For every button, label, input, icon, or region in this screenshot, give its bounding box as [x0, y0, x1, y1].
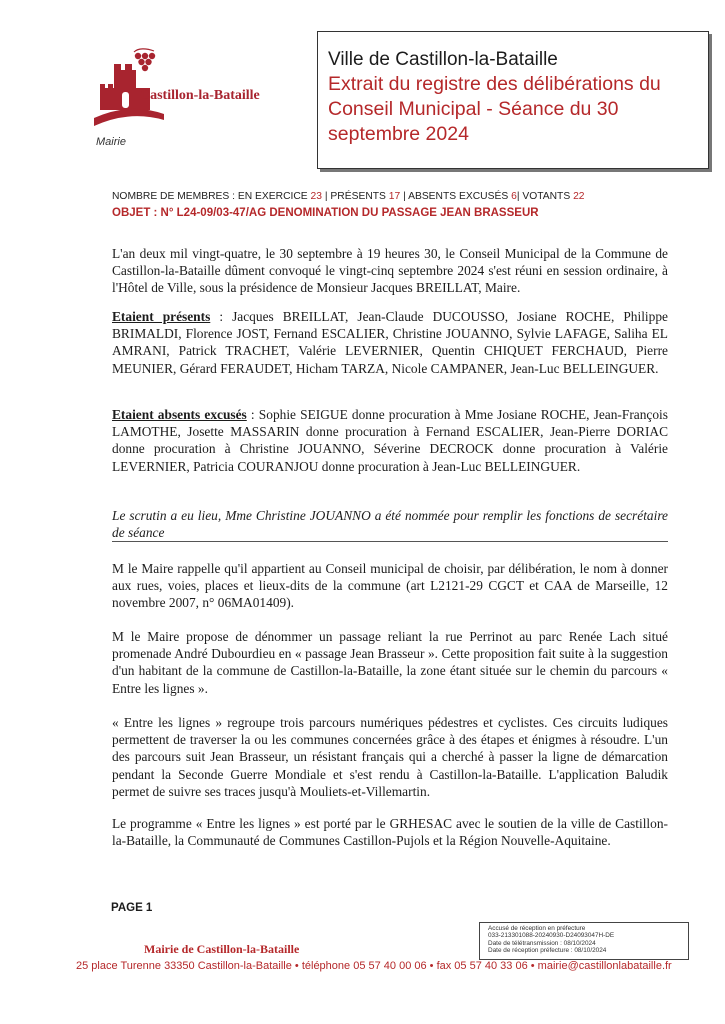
header-extract-line2: Conseil Municipal - Séance du 30	[328, 98, 619, 120]
members-presents: 17	[388, 191, 401, 202]
footer-mairie-name: Mairie de Castillon-la-Bataille	[144, 942, 300, 956]
presents-paragraph	[112, 308, 668, 377]
prefecture-acknowledgement-stamp	[479, 922, 689, 960]
document-header-box	[317, 31, 709, 169]
members-exercice: 23	[310, 191, 323, 202]
scrutin-paragraph: Le scrutin a eu lieu, Mme Christine JOUANNO a été nommée pour remplir les fonctions de secrétaire de séance	[112, 508, 668, 541]
members-absents: 6	[511, 191, 517, 202]
members-votants: 22	[573, 191, 585, 202]
members-label-votants: | VOTANTS	[516, 191, 574, 202]
header-extract-line1: Extrait du registre des délibérations du	[328, 73, 661, 95]
presents-label: Etaient présents	[112, 309, 211, 324]
header-city: Ville de Castillon-la-Bataille	[328, 49, 558, 70]
absents-text: : Sophie SEIGUE donne procuration à Mme Josiane ROCHE, Jean-François LAMOTHE, Josette MASSARIN donne procuration à Fernand ESCALIER, Jean-Pierre DORIAC donne procuration à Christine JOUANNO, Séverine DECROCK donne procuration à Valérie LEVERNIER, Patricia COURANJOU donne procuration à Jean-Luc BELLEINGUER.	[112, 407, 668, 474]
absents-label: Etaient absents excusés	[112, 407, 247, 422]
logo-subtitle: Mairie	[96, 136, 126, 148]
members-label-presents: | PRÉSENTS	[322, 191, 389, 202]
section-divider	[112, 541, 668, 542]
header-extract-line3: septembre 2024	[328, 123, 469, 145]
page-number: PAGE 1	[111, 902, 153, 914]
body-paragraph-2: M le Maire propose de dénommer un passage reliant la rue Perrinot au parc Renée Lach situé promenade André Dubourdieu en « passage Jean Brasseur ». Cette proposition fait suite à la suggestion d'un habitant de la commune de Castillon-la-Bataille, la zone étant située sur le chemin du parcours « Entre les lignes ».	[112, 629, 668, 696]
ack-line-2: 033-213301088-20240930-D24093047H-DE	[488, 932, 615, 940]
ack-line-4: Date de réception préfecture : 08/10/2024	[488, 947, 607, 955]
intro-paragraph: L'an deux mil vingt-quatre, le 30 septembre à 19 heures 30, le Conseil Municipal de la Commune de Castillon-la-Bataille dûment convoqué le vingt-cinq septembre 2024 s'est réuni en session ordinaire, à l'Hôtel de Ville, sous la présidence de Monsieur Jacques BREILLAT, Maire.	[112, 246, 668, 296]
ack-line-3: Date de télétransmission : 08/10/2024	[488, 939, 596, 947]
members-count	[112, 191, 585, 202]
footer-address: 25 place Turenne 33350 Castillon-la-Bataille • téléphone 05 57 40 00 06 • fax 05 57 40 33 06 • mairie@castillonlabataille.fr	[76, 960, 672, 972]
ack-line-1: Accusé de réception en préfecture	[488, 925, 586, 932]
logo-town-name: Castillon-la-Bataille	[140, 88, 260, 103]
town-logo	[90, 48, 290, 158]
members-label-absents: | ABSENTS EXCUSÉS	[400, 191, 512, 202]
deliberation-subject: OBJET : N° L24-09/03-47/AG DENOMINATION DU PASSAGE JEAN BRASSEUR	[112, 207, 539, 219]
body-paragraph-3: « Entre les lignes » regroupe trois parcours numériques pédestres et cyclistes. Ces circuits ludiques permettent de traverser la ou les communes concernées grâce à des étapes et énigmes à résoudre. L'un des parcours suit Jean Brasseur, un résistant français qui a cherché à passer la ligne de démarcation pendant la Seconde Guerre Mondiale et s'est rendu à Castillon-la-Bataille. L'application Baludik permet de suivre ses traces jusqu'à Mouliets-et-Villemartin.	[112, 715, 668, 799]
body-paragraph-4: Le programme « Entre les lignes » est porté par le GRHESAC avec le soutien de la ville de Castillon-la-Bataille, la Communauté de Communes Castillon-Pujols et la Région Nouvelle-Aquitaine.	[112, 816, 668, 849]
members-label-exercice: NOMBRE DE MEMBRES : EN EXERCICE	[112, 191, 311, 202]
absents-paragraph	[112, 406, 668, 475]
body-paragraph-1: M le Maire rappelle qu'il appartient au Conseil municipal de choisir, par délibération, le nom à donner aux rues, voies, places et lieux-dits de la commune (art L2121-29 CGCT et CAA de Marseille, 12 novembre 2007, n° 06MA01409).	[112, 561, 668, 611]
presents-text: : Jacques BREILLAT, Jean-Claude DUCOUSSO, Josiane ROCHE, Philippe BRIMALDI, Florence JOST, Fernand ESCALIER, Christine JOUANNO, Sylvie LAFAGE, Saliha EL AMRANI, Patrick TRACHET, Valérie LEVERNIER, Quentin CHIQUET FERCHAUD, Pierre MEUNIER, Gérard FERAUDET, Hicham TARZA, Nicole CAMPANER, Jean-Luc BELLEINGUER.	[112, 309, 668, 376]
